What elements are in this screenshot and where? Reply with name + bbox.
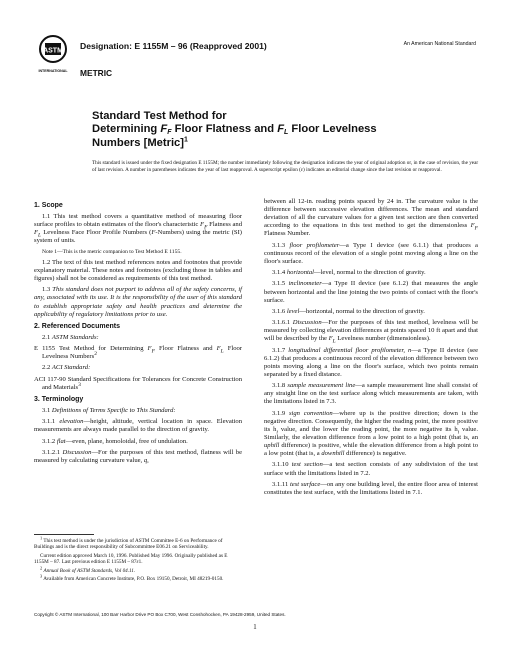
para-3-1-3: 3.1.3 floor profilometer—a Type I device (see 6.1.1) that produces a continuous record of the elevation of a single point moving along a line on the floor's surface. bbox=[264, 241, 478, 265]
left-column bbox=[34, 198, 242, 468]
footnote-1b: Current edition approved March 10, 1996. Published May 1996. Originally published as E 1155M – 87. Last previous edition E 1155M – 87ε1. bbox=[34, 552, 228, 566]
para-3-1-9: 3.1.9 sign convention—where up is the positive direction; down is the negative direction. Consequently, the higher the reading point, the more positive its $h_i$ value, and the lower the reading point, the more negative its $h_i$ value. Similarly, the elevation difference from a low point to a high point (that is, an uphill difference) is positive, while the elevation difference from a high point to a low point (that is, a downhill difference) is negative. bbox=[264, 409, 478, 458]
page-number: 1 bbox=[253, 624, 257, 631]
para-3-1-6-1: 3.1.6.1 Discussion—For the purposes of this test method, levelness will be measured by collecting elevation differences at points spaced 10 ft apart and that will be described by the $F_L$ Levelness number (dimensionless). bbox=[264, 319, 479, 345]
title-line-3: Numbers [Metric]$^1$ bbox=[92, 136, 188, 149]
para-1-2: 1.2 The text of this test method references notes and footnotes that provide explanatory material. These notes and footnotes (excluding those in tables and figures) shall not be considered as requirements of this test method. bbox=[34, 258, 242, 283]
issuance-note: This standard is issued under the fixed designation E 1155M; the number immediately following the designation indicates the year of original adoption or, in the case of revision, the year of last revision. A number in parentheses indicates the year of last reapproval. A superscript epsilon (ε) indicates an editorial change since the last revision or reapproval. bbox=[92, 160, 479, 173]
note-1: Note 1—This is the metric companion to Test Method E 1155. bbox=[42, 248, 182, 255]
para-1-3: 1.3 This standard does not purport to address all of the safety concerns, if any, associated with its use. It is the responsibility of the user of this standard to establish appropriate safety and health practices and determine the applicability of regulatory limitations prior to use. bbox=[34, 286, 242, 318]
para-2-2: 2.2 ACI Standard: bbox=[42, 364, 91, 372]
para-3-1-10: 3.1.10 test section—a test section consists of any subdivision of the test surface with the limitations listed in 7.2. bbox=[264, 461, 478, 477]
svg-text:ASTM: ASTM bbox=[43, 47, 63, 55]
para-3-1-7: 3.1.7 longitudinal differential floor profilometer, n—a Type II device (see 6.1.2) that produces a continuous record of the elevation difference between two points moving along a line on the floor's surface, which two points remain separated by a fixed distance. bbox=[264, 346, 478, 378]
footnote-1: $^1$ This test method is under the jurisdiction of ASTM Committee E-6 on Performance of Buildings and is the direct responsibility of Subcommittee E06.21 on Serviceability. bbox=[34, 535, 223, 551]
right-column bbox=[264, 198, 478, 500]
footnote-rule bbox=[34, 534, 94, 535]
footnote-3: $^3$ Available from American Concrete Institute, P.O. Box 19150, Detroit, MI 48219-0150. bbox=[40, 573, 224, 583]
para-3-1-8: 3.1.8 sample measurement line—a sample measurement line shall consist of any straight line on the test surface along which measurements are taken, with the limitations listed in 7.3. bbox=[264, 382, 478, 406]
section-terminology-heading: 3. Terminology bbox=[34, 395, 84, 403]
document-title bbox=[92, 110, 422, 150]
para-2-1: 2.1 ASTM Standards: bbox=[42, 333, 99, 341]
para-3-1-6: 3.1.6 level—horizontal, normal to the direction of gravity. bbox=[272, 307, 425, 315]
svg-text:INTERNATIONAL: INTERNATIONAL bbox=[38, 69, 68, 73]
title-line-1: Standard Test Method for bbox=[92, 110, 227, 122]
section-referenced-docs-heading: 2. Referenced Documents bbox=[34, 322, 120, 330]
ref-aci117: ACI 117-90 Standard Specifications for Tolerances for Concrete Construction and Materials$^3$ bbox=[34, 375, 242, 391]
copyright-notice: Copyright © ASTM International, 100 Barr Harbor Drive PO Box C700, West Conshohocken, PA 19428-2959, United States. bbox=[34, 612, 286, 617]
para-continuation: between all 12-in. reading points spaced by 24 in. The curvature value is the difference between successive elevation differences. The mean and standard deviation of all the curvature values for a given test section are then converted according to the equations in this test method to get the dimensionless $F_F$ Flatness Number. bbox=[264, 198, 478, 238]
astm-logo bbox=[36, 34, 70, 76]
footnotes bbox=[34, 535, 242, 584]
para-3-1-5: 3.1.5 inclinometer—a Type II device (see 6.1.2) that measures the angle between horizontal and the line joining the two points of contact with the floor's surface. bbox=[264, 280, 478, 304]
national-standard-label: An American National Standard bbox=[403, 41, 476, 47]
metric-label: METRIC bbox=[80, 68, 113, 78]
section-scope-heading: 1. Scope bbox=[34, 202, 63, 209]
title-line-2: Determining $F_F$ Floor Flatness and $F_L$ Floor Levelness bbox=[92, 123, 377, 137]
para-1-1: 1.1 This test method covers a quantitative method of measuring floor surface profiles to obtain estimates of the floor's characteristic $F_F$ Flatness and $F_L$ Levelness Face Floor Profile Numbers (F-Numbers) using the metric (SI) system of units. bbox=[34, 213, 243, 245]
designation: Designation: E 1155M – 96 (Reapproved 2001) bbox=[80, 41, 267, 51]
para-3-1-11: 3.1.11 test surface—on any one building level, the entire floor area of interest constitutes the test surface, with the limitations listed in 7.1. bbox=[264, 480, 478, 496]
ref-e1155: E 1155 Test Method for Determining $F_F$ Floor Flatness and $F_L$ Floor Levelness Numbers$^2$ bbox=[34, 345, 242, 361]
para-3-1-2: 3.1.2 flat—even, plane, homoloidal, free of undulation. bbox=[42, 437, 188, 445]
para-3-1-2-1: 3.1.2.1 Discussion—For the purposes of this test method, flatness will be measured by calculating curvature value, q, bbox=[34, 448, 243, 465]
para-3-1-1: 3.1.1 elevation—height, altitude, vertical location in space. Elevation measurements are always made parallel to the direction of gravity. bbox=[34, 418, 243, 434]
para-3-1-4: 3.1.4 horizontal—level, normal to the direction of gravity. bbox=[272, 269, 426, 277]
footnote-2: $^2$ Annual Book of ASTM Standards, Vol 04.11. bbox=[40, 564, 136, 574]
para-3-1: 3.1 Definitions of Terms Specific to This Standard: bbox=[42, 407, 176, 414]
